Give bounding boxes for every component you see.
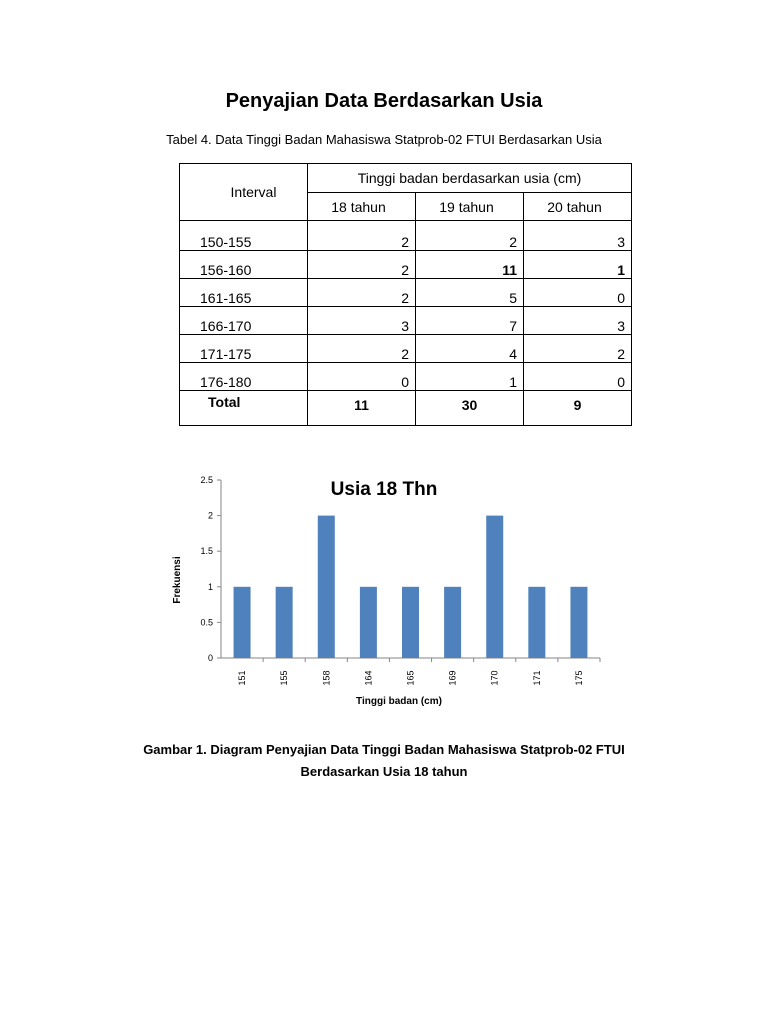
total-label: Total <box>180 391 308 426</box>
figure-caption <box>0 739 768 783</box>
value-cell: 3 <box>524 307 632 335</box>
x-tick-label: 171 <box>531 670 542 686</box>
y-tick-label: 0 <box>207 653 213 663</box>
table-caption: Tabel 4. Data Tinggi Badan Mahasiswa Statprob-02 FTUI Berdasarkan Usia <box>166 132 602 147</box>
value-cell: 1 <box>524 251 632 279</box>
value-cell: 2 <box>308 221 416 251</box>
value-cell: 0 <box>524 279 632 307</box>
value-cell: 0 <box>524 363 632 391</box>
value-cell: 2 <box>524 335 632 363</box>
interval-cell: 161-165 <box>180 279 308 307</box>
figure-caption-line2: Berdasarkan Usia 18 tahun <box>300 764 468 779</box>
bar-chart <box>160 470 610 720</box>
bar <box>444 587 461 658</box>
y-tick-label: 2.5 <box>200 475 213 485</box>
interval-cell: 171-175 <box>180 335 308 363</box>
height-data-table <box>179 163 632 426</box>
x-axis-label: Tinggi badan (cm) <box>356 696 442 707</box>
y-tick-label: 1.5 <box>200 546 213 557</box>
table-row <box>180 251 632 279</box>
age-header-18: 18 tahun <box>308 193 416 221</box>
age-header-20: 20 tahun <box>524 193 632 221</box>
table-row <box>180 221 632 251</box>
value-cell: 3 <box>524 221 632 251</box>
y-tick-label: 0.5 <box>200 617 213 628</box>
table-row <box>180 335 632 363</box>
value-cell: 5 <box>416 279 524 307</box>
value-cell: 7 <box>416 307 524 335</box>
value-cell: 3 <box>308 307 416 335</box>
interval-header: Interval <box>180 164 308 221</box>
value-cell: 11 <box>416 251 524 279</box>
table-row <box>180 279 632 307</box>
x-tick-label: 151 <box>237 670 248 686</box>
x-tick-label: 165 <box>405 670 416 686</box>
total-cell: 11 <box>308 391 416 426</box>
y-tick-label: 2 <box>207 510 213 521</box>
x-tick-label: 175 <box>573 670 584 686</box>
y-tick-label: 1 <box>207 581 213 592</box>
x-tick-label: 170 <box>489 670 500 686</box>
bar <box>318 516 335 658</box>
interval-cell: 156-160 <box>180 251 308 279</box>
interval-cell: 166-170 <box>180 307 308 335</box>
age-header-19: 19 tahun <box>416 193 524 221</box>
value-cell: 2 <box>308 251 416 279</box>
value-cell: 2 <box>416 221 524 251</box>
group-header: Tinggi badan berdasarkan usia (cm) <box>308 164 632 193</box>
bar <box>234 587 251 658</box>
figure-caption-line1: Gambar 1. Diagram Penyajian Data Tinggi Badan Mahasiswa Statprob-02 FTUI <box>143 742 625 757</box>
value-cell: 4 <box>416 335 524 363</box>
interval-cell: 150-155 <box>180 221 308 251</box>
x-tick-label: 169 <box>447 670 458 686</box>
bar <box>276 587 293 658</box>
page-title: Penyajian Data Berdasarkan Usia <box>225 90 543 112</box>
chart-title: Usia 18 Thn <box>330 479 438 500</box>
x-tick-label: 164 <box>363 670 374 686</box>
total-cell: 30 <box>416 391 524 426</box>
value-cell: 0 <box>308 363 416 391</box>
x-tick-label: 155 <box>279 670 290 686</box>
x-tick-label: 158 <box>321 670 332 686</box>
bar <box>570 587 587 658</box>
total-cell: 9 <box>524 391 632 426</box>
bar <box>402 587 419 658</box>
value-cell: 2 <box>308 335 416 363</box>
bar <box>486 516 503 658</box>
bar <box>528 587 545 658</box>
table-row <box>180 307 632 335</box>
table-row <box>180 363 632 391</box>
bar <box>360 587 377 658</box>
total-row <box>180 391 632 426</box>
interval-cell: 176-180 <box>180 363 308 391</box>
value-cell: 2 <box>308 279 416 307</box>
y-axis-label: Frekuensi <box>172 556 183 604</box>
value-cell: 1 <box>416 363 524 391</box>
